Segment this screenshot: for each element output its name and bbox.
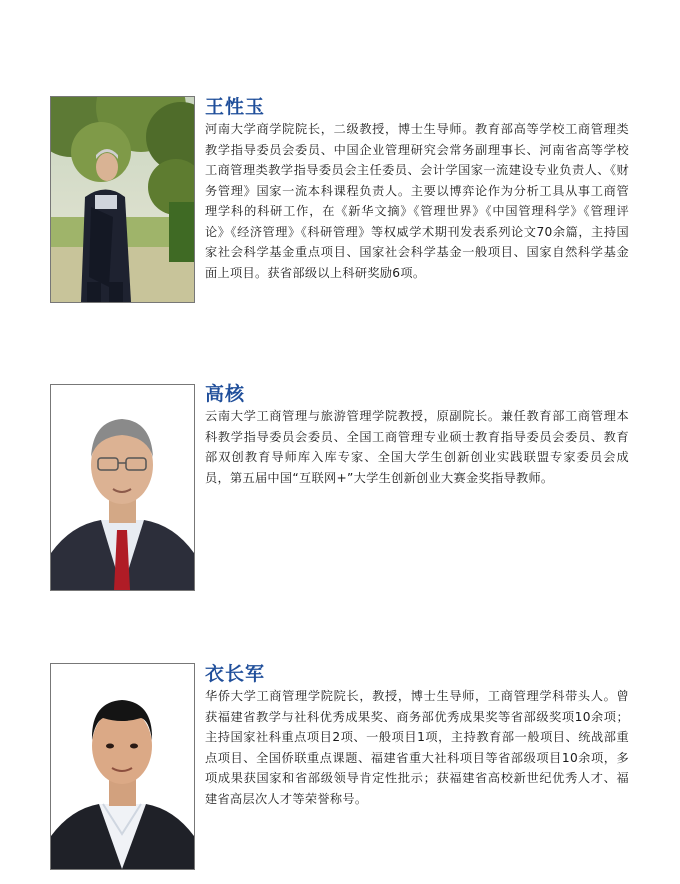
profile-bio-2: 云南大学工商管理与旅游管理学院教授，原副院长。兼任教育部工商管理本科教学指导委员会委员、全国工商管理专业硕士教育指导委员会委员、教育部双创教育导师库入库专家、全国大学生创新创业实践联盟专家委员会成员，第五届中国“互联网+”大学生创新创业大赛金奖指导教师。: [205, 409, 629, 485]
profile-name-2: 高核: [205, 383, 246, 405]
portrait-photo-2: [50, 384, 195, 591]
profile-info-1: [205, 95, 629, 283]
profile-info-3: [205, 662, 629, 809]
profile-info-2: [205, 382, 629, 488]
profile-name-1: 王性玉: [205, 96, 266, 118]
profile-bio-1: 河南大学商学院院长，二级教授，博士生导师。教育部高等学校工商管理类教学指导委员会委员、中国企业管理研究会常务副理事长、河南省高等学校工商管理类教学指导委员会主任委员、会计学国家一流建设专业负责人、《财务管理》国家一流本科课程负责人。主要以博弈论作为分析工具从事工商管理学科的科研工作，在《新华文摘》《管理世界》《中国管理科学》《管理评论》《经济管理》《科研管理》等权威学术期刊发表系列论文70余篇，主持国家社会科学基金重点项目、国家社会科学基金一般项目、国家自然科学基金面上项目。获省部级以上科研奖励6项。: [205, 122, 629, 280]
portrait-photo-1: [50, 96, 195, 303]
profile-name-3: 衣长军: [205, 663, 266, 685]
portrait-photo-3: [50, 663, 195, 870]
profile-bio-3: 华侨大学工商管理学院院长，教授，博士生导师，工商管理学科带头人。曾获福建省教学与社科优秀成果奖、商务部优秀成果奖等省部级奖项10余项；主持国家社科重点项目2项、一般项目1项，主持教育部一般项目、统战部重点项目、全国侨联重点课题、福建省重大社科项目等省部级项目10余项，多项成果获国家和省部级领导肯定性批示；获福建省高校新世纪优秀人才、福建省高层次人才等荣誉称号。: [205, 689, 629, 806]
